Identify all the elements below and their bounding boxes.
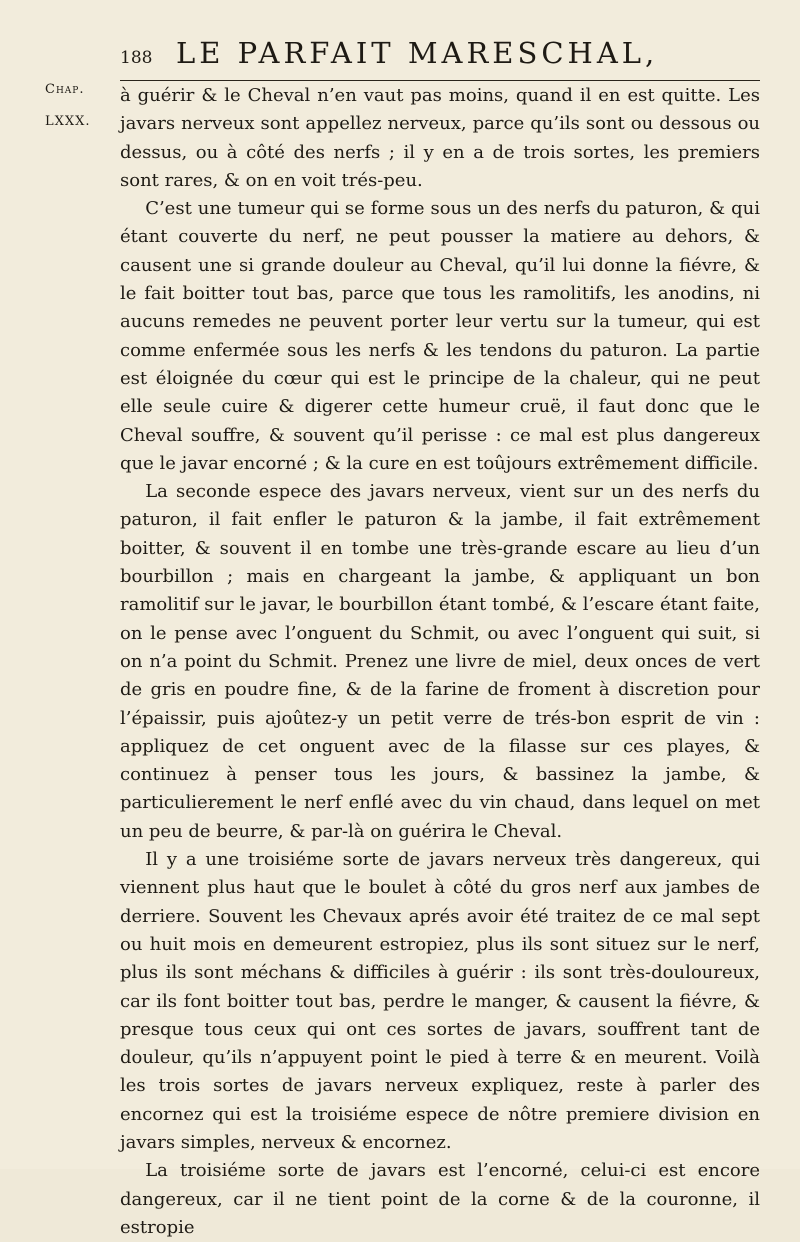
chapter-label: Chap. bbox=[45, 82, 85, 97]
page-number: 188 bbox=[120, 48, 153, 68]
page-header bbox=[120, 36, 760, 81]
paragraph-second-sort: La seconde espece des javars nerveux, vient sur un des nerfs du paturon, il fait enfler le paturon & la jambe, il fait extrêmement boitter, & souvent il en tombe une très-grande escare au lieu d’un bourbillon ; mais en chargeant la jambe, & appliquant un bon ramolitif sur le javar, le bourbillon étant tombé, & l’escare étant faite, on le pense avec l’onguent du Schmit, ou avec l’onguent qui suit, si on n’a point du Schmit. Prenez une livre de miel, deux onces de vert de gris en poudre fine, & de la farine de froment à discretion pour l’épaissir, puis ajoûtez-y un petit verre de trés-bon esprit de vin : appliquez de cet onguent avec de la filasse sur ces playes, & continuez à penser tous les jours, & bassinez la jambe, & particulierement le nerf enflé avec du vin chaud, dans lequel on met un peu de beurre, & par-là on guérira le Cheval. bbox=[120, 481, 760, 842]
paragraph-continuation: à guérir & le Cheval n’en vaut pas moins, quand il en est quitte. Les javars nerveux sont appellez nerveux, parce qu’ils sont ou dessous ou dessus, ou à côté des nerfs ; il y en a de trois sortes, les premiers sont rares, & on en voit trés-peu. bbox=[120, 85, 760, 191]
paragraph-first-sort: C’est une tumeur qui se forme sous un des nerfs du paturon, & qui étant couverte du nerf, ne peut pousser la matiere au dehors, & causent une si grande douleur au Cheval, qu’il lui donne la fiévre, & le fait boitter tout bas, parce que tous les ramolitifs, les anodins, ni aucuns remedes ne peuvent porter leur vertu sur la tumeur, qui est comme enfermée sous les nerfs & les tendons du paturon. La partie est éloignée du cœur qui est le principe de la chaleur, qui ne peut elle seule cuire & digerer cette humeur cruë, il faut donc que le Cheval souffre, & souvent qu’il perisse : ce mal est plus dangereux que le javar encorné ; & la cure en est toûjours extrêmement difficile. bbox=[120, 198, 760, 474]
running-title: LE PARFAIT MARESCHAL, bbox=[176, 36, 659, 70]
paragraph-encorne: La troisiéme sorte de javars est l’encorné, celui-ci est encore dangereux, car il ne tient point de la corne & de la couronne, il estropie bbox=[120, 1160, 760, 1238]
chapter-margin-note bbox=[45, 74, 111, 138]
paragraph-third-sort: Il y a une troisiéme sorte de javars nerveux très dangereux, qui viennent plus haut que le boulet à côté du gros nerf aux jambes de derriere. Souvent les Chevaux aprés avoir été traitez de ce mal sept ou huit mois en demeurent estropiez, plus ils sont situez sur le nerf, plus ils sont méchans & difficiles à guérir : ils sont très-douloureux, car ils font boitter tout bas, perdre le manger, & causent la fiévre, & presque tous ceux qui ont ces sortes de javars, souffrent tant de douleur, qu’ils n’appuyent point le pied à terre & en meurent. Voilà les trois sortes de javars nerveux expliquez, reste à parler des encornez qui est la troisiéme espece de nôtre premiere division en javars simples, nerveux & encornez. bbox=[120, 849, 760, 1153]
body-text bbox=[120, 82, 760, 1238]
chapter-number: LXXX. bbox=[45, 114, 91, 129]
